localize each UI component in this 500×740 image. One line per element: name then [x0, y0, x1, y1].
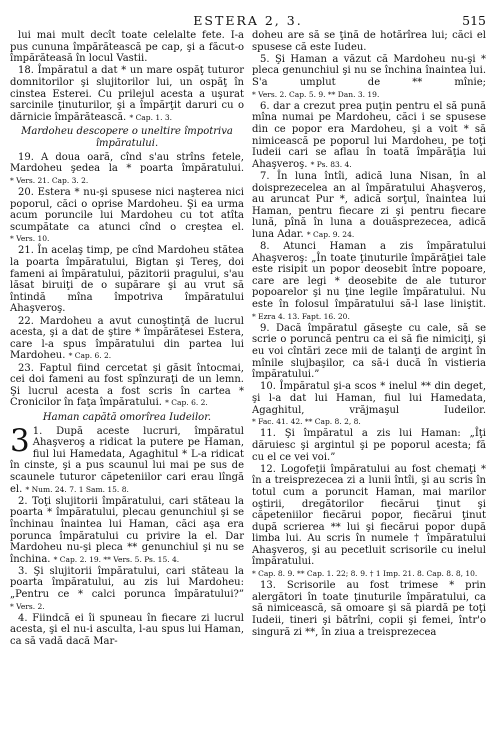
verse-paragraph [10, 187, 244, 245]
verse-paragraph [10, 30, 244, 65]
verse-paragraph [10, 566, 244, 612]
verse-text: 23. Faptul fiind cercetat şi găsit întocmai, cei doi fameni au fost spînzuraţi de un lemn. Şi lucrul acesta a fost scris în cartea * Cronicilor în faţa împăratului. [10, 362, 244, 409]
verse-text: lui mai mult decît toate celelalte fete. I-a pus cununa împărătească pe cap, şi a făcut-o împărăteasă în locul Vastii. [10, 30, 244, 65]
page-header [10, 10, 486, 28]
verse-paragraph [252, 30, 486, 53]
section-heading: Mardoheu descopere o uneltire împotriva împăratului. [21, 126, 233, 149]
cross-reference: * Cap. 2. 19. ** Vers. 5. Ps. 15. 4. [53, 554, 180, 564]
chapter-number: 3 [10, 422, 30, 459]
verse-text: 3. Şi slujitorii împăratului, cari stăteau la poarta împăratului, au zis lui Mardoheu: „Pentru ce * calci porunca împăratului?” [10, 565, 244, 601]
verse-text: 9. Dacă împăratul găseşte cu cale, să se scrie o poruncă pentru ca ei să fie nimiciţi, şi eu voi cîntări zece mii de talanţi de argint în mînile slujbaşilor, ca să-i ducă în vistieria împăratului.” [252, 322, 486, 381]
verse-text: 10. Împăratul şi-a scos * inelul ** din deget, şi l-a dat lui Haman, fiul lui Hamedata, Agaghitul, vrăjmaşul Iudeilor. [252, 381, 486, 416]
verse-text: 4. Fiindcă ei îi spuneau în fiecare zi lucrul acesta, şi el nu-i asculta, l-au spus lui Haman, ca să vadă dacă Mar- [10, 612, 244, 648]
verse-paragraph [252, 580, 486, 638]
left-column [10, 30, 244, 648]
cross-reference: * Fac. 41. 42. ** Cap. 8. 2, 8. [252, 417, 361, 427]
verse-text: 7. În luna întîi, adică luna Nisan, în al doisprezecelea an al împăratului Ahaşveroş, au aruncat Pur *, adică sorţul, înaintea lui Haman, pentru fiecare zi şi pentru fiecare lună, pînă în luna a douăsprezecea, adică luna Adar. [252, 170, 486, 240]
verse-paragraph [10, 613, 244, 648]
verse-paragraph [10, 422, 244, 496]
verse-text: doheu are să se ţină de hotărîrea lui; căci el spusese că este Iudeu. [252, 30, 486, 53]
cross-reference: * Vers. 10. [10, 234, 50, 244]
cross-reference: * Cap. 9. 24. [306, 229, 355, 239]
verse-paragraph [252, 54, 486, 100]
verse-text: 12. Logofeţii împăratului au fost chemaţi * în a treisprezecea zi a lunii întîi, şi au scris în totul cum a poruncit Haman, mai marilor oştirii, dregătorilor fiecărui ţinut şi căpeteniilor fiecărui popor, fiecărui ţinut după scrierea ** lui şi fiecărui popor după limba lui. Au scris în numele † împăratului Ahaşveroş, şi au pecetluit scrisorile cu inelul împăratului. [252, 463, 486, 568]
verse-paragraph [10, 316, 244, 362]
cross-reference: * Cap. 6. 2. [68, 351, 112, 361]
verse-paragraph [10, 245, 244, 315]
cross-reference: * Vers. 2. Cap. 5. 9. ** Dan. 3. 19. [252, 89, 380, 99]
verse-paragraph [10, 152, 244, 187]
cross-reference: * Vers. 21. Cap. 3. 2. [10, 175, 89, 185]
verse-text: 11. Şi împăratul a zis lui Haman: „Îţi dăruiesc şi argintul şi pe poporul acesta; fă cu el ce vei voi.” [252, 428, 486, 463]
right-column [252, 30, 486, 648]
verse-paragraph [252, 171, 486, 241]
verse-paragraph [252, 241, 486, 322]
verse-paragraph [10, 496, 244, 566]
page-number: 515 [462, 13, 486, 28]
verse-text: 5. Şi Haman a văzut că Mardoheu nu-şi * pleca genunchiul şi nu se închina înaintea lui. S'a umplut de ** mînie; [252, 53, 486, 88]
verse-text: 18. Împăratul a dat * un mare ospăţ tuturor domnitorilor şi slujitorilor lui, un ospăţ în cinstea Esterei. Cu prilejul acesta a uşurat sarcinile ţinuturilor, şi a împărţit daruri cu o dărnicie împărătească. [10, 65, 244, 123]
verse-paragraph [252, 464, 486, 580]
verse-text: 1. După aceste lucruri, împăratul Ahaşveroş a ridicat la putere pe Haman, fiul lui Hamedata, Agaghitul * L-a ridicat în cinste, şi a pus scaunul lui mai pe sus de scaunele tuturor căpeteniilor cari erau lîngă el. [10, 425, 244, 495]
verse-text: 8. Atunci Haman a zis împăratului Ahaşveroş: „În toate ţinuturile împărăţiei tale este risipit un popor deosebit între popoare, care are legi * deosebite de ale tuturor popoarelor şi nu ţine legile împăratului. Nu este în folosul împăratului să-l lase liniştit. [252, 241, 486, 311]
verse-paragraph [252, 428, 486, 463]
verse-text: 13. Scrisorile au fost trimese * prin alergători în toate ţinuturile împăratului, ca să nimicească, să omoare şi să piardă pe toţi Iudeii, tineri şi bătrîni, copii şi femei, într'o singură zi **, în ziua a treisprezecea [252, 580, 486, 638]
verse-text: 2. Toţi slujitorii împăratului, cari stăteau la poarta * împăratului, plecau genunchiul şi se închinau înaintea lui Haman, căci aşa era porunca împăratului cu privire la el. Dar Mardoheu nu-şi pleca ** genunchiul şi nu se închina. [10, 495, 244, 565]
verse-paragraph [252, 101, 486, 171]
cross-reference: * Cap. 8. 9. ** Cap. 1. 22; 8. 9. † 1 Imp. 21. 8. Cap. 8. 8, 10. [252, 569, 478, 579]
verse-text: 21. În acelaş timp, pe cînd Mardoheu stătea la poarta împăratului, Bigtan şi Tereş, doi fameni ai împăratului, păzitorii pragului, s'au lăsat biruiţi de o supărare şi au vrut să întindă mîna împotriva împăratului Ahaşveroş. [10, 245, 244, 315]
verse-text: 19. A doua oară, cînd s'au strîns fetele, Mardoheu şedea la * poarta împăratului. [10, 151, 244, 175]
section-heading: Haman capătă omorîrea Iudeilor. [42, 411, 212, 423]
verse-paragraph [252, 381, 486, 427]
verse-paragraph [252, 323, 486, 381]
verse-paragraph [10, 65, 244, 123]
cross-reference: * Cap. 6. 2. [165, 398, 208, 408]
cross-reference: * Ezra 4. 13. Fapt. 16. 20. [252, 311, 350, 321]
verse-paragraph [10, 363, 244, 409]
verse-text: 20. Estera * nu-şi spusese nici naşterea nici poporul, căci o oprise Mardoheu. Şi ea urma acum poruncile lui Mardoheu cu tot atîta scumpătate ca atunci cînd o creştea el. [10, 186, 244, 233]
cross-reference: * Ps. 83. 4. [310, 159, 352, 169]
cross-reference: * Cap. 1. 3. [129, 112, 173, 122]
verse-text: 6. dar a crezut prea puţin pentru el să pună mîna numai pe Mardoheu, căci i se spusese din ce popor era Mardoheu, şi a voit * să nimicească pe poporul lui Mardoheu, pe toţi Iudeii cari se aflau în toată împărăţia lui Ahaşveroş. [252, 100, 486, 170]
text-columns [10, 30, 486, 648]
verse-text: 22. Mardoheu a avut cunoştinţă de lucrul acesta, şi a dat de ştire * împărătesei Estera, care l-a spus împăratului din partea lui Mardoheu. [10, 315, 244, 362]
running-title: ESTERA 2, 3. [193, 13, 303, 28]
cross-reference: * Vers. 2. [10, 601, 45, 611]
cross-reference: * Num. 24. 7. 1 Sam. 15. 8. [25, 484, 129, 494]
